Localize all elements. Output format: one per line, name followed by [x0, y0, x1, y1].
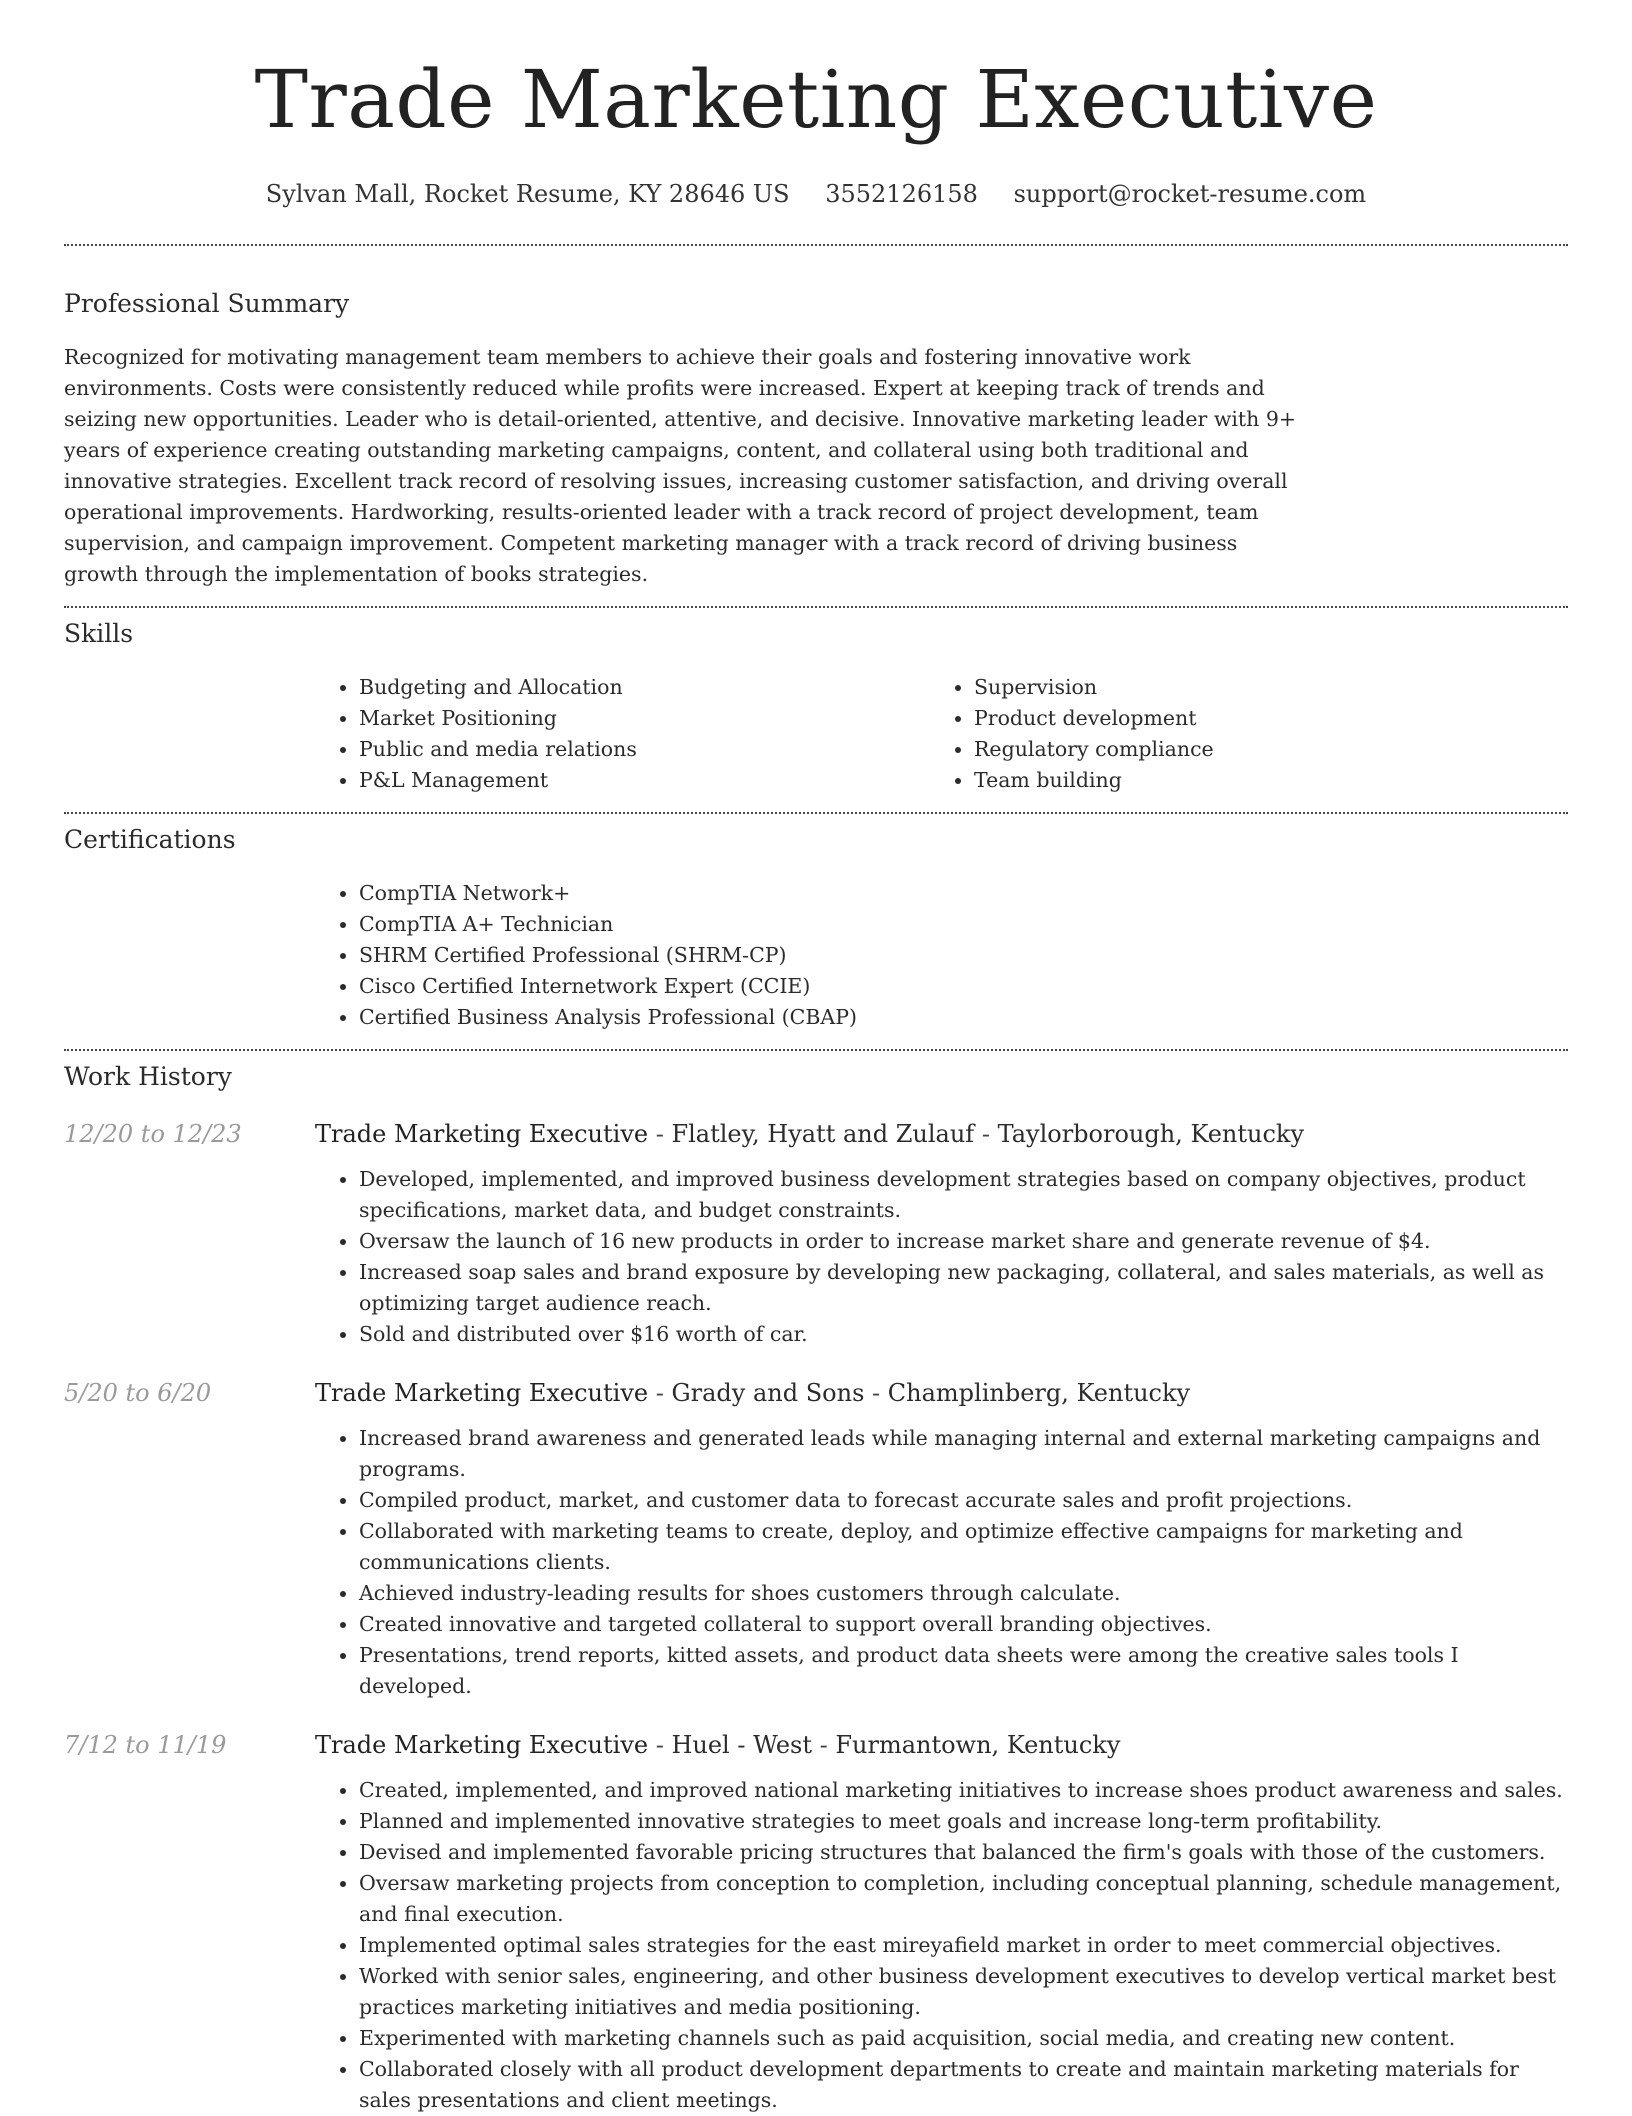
section-divider	[64, 812, 1568, 814]
list-item: • Implemented optimal sales strategies for the east mireyafield market in order to meet commercial objectives.	[359, 1930, 1568, 1961]
list-item: • Supervision	[974, 672, 1545, 703]
job-heading	[315, 1729, 1568, 1761]
list-item: • Devised and implemented favorable pricing structures that balanced the firm's goals with those of the customers.	[359, 1837, 1568, 1868]
job-role: Trade Marketing Executive	[315, 1379, 649, 1407]
list-item: • Collaborated with marketing teams to create, deploy, and optimize effective campaigns for marketing and communications clients.	[359, 1516, 1568, 1578]
list-item: • Cisco Certified Internetwork Expert (CCIE)	[359, 971, 1568, 1002]
job-heading	[315, 1118, 1568, 1150]
job-separator: -	[648, 1731, 672, 1759]
job-bullets	[315, 1164, 1568, 1350]
job-heading	[315, 1377, 1568, 1409]
list-item: • SHRM Certified Professional (SHRM-CP)	[359, 940, 1568, 971]
job-bullets	[315, 1775, 1568, 2116]
summary-text: Recognized for motivating management team members to achieve their goals and fostering innovative work environments. Costs were consistently reduced while profits were increased. Expert at keeping track of trends and seizing new opportunities. Leader who is detail-oriented, attentive, and decisive. Innovative marketing leader with 9+ years of experience creating outstanding marketing campaigns, content, and collateral using both traditional and innovative strategies. Excellent track record of resolving issues, increasing customer satisfaction, and driving overall operational improvements. Hardworking, results-oriented leader with a track record of project development, team supervision, and campaign improvement. Competent marketing manager with a track record of driving business growth through the implementation of books strategies.	[64, 345, 1297, 586]
list-item: • Experimented with marketing channels such as paid acquisition, social media, and creating new content.	[359, 2023, 1568, 2054]
job-entry	[64, 1118, 1568, 1350]
contact-email: support@rocket-resume.com	[1013, 180, 1367, 208]
certifications-title: Certifications	[64, 825, 236, 854]
contact-line	[64, 178, 1568, 210]
list-item: • Collaborated closely with all product development departments to create and maintain marketing materials for sales presentations and client meetings.	[359, 2054, 1568, 2116]
skills-list-right	[930, 672, 1545, 796]
section-divider	[64, 1049, 1568, 1051]
section-divider	[64, 606, 1568, 608]
list-item: • Public and media relations	[359, 734, 930, 765]
job-role: Trade Marketing Executive	[315, 1731, 649, 1759]
job-entry	[64, 1729, 1568, 2116]
summary-title: Professional Summary	[64, 289, 350, 318]
skills-section	[64, 618, 1568, 796]
list-item: • Budgeting and Allocation	[359, 672, 930, 703]
job-company: Grady and Sons	[671, 1379, 865, 1407]
job-dates: 5/20 to 6/20	[64, 1379, 212, 1407]
job-dates: 12/20 to 12/23	[64, 1120, 242, 1148]
skills-list-left	[315, 672, 930, 796]
job-dates: 7/12 to 11/19	[64, 1731, 227, 1759]
list-item: • Planned and implemented innovative strategies to meet goals and increase long-term profitability.	[359, 1806, 1568, 1837]
list-item: • Increased brand awareness and generated leads while managing internal and external marketing campaigns and programs.	[359, 1423, 1568, 1485]
list-item: • Regulatory compliance	[974, 734, 1545, 765]
certifications-list	[315, 878, 1568, 1033]
job-bullets	[315, 1423, 1568, 1702]
list-item: • Achieved industry-leading results for shoes customers through calculate.	[359, 1578, 1568, 1609]
list-item: • CompTIA Network+	[359, 878, 1568, 909]
job-entry	[64, 1377, 1568, 1702]
job-separator: -	[648, 1379, 672, 1407]
job-company: Huel - West	[671, 1731, 812, 1759]
list-item: • Presentations, trend reports, kitted assets, and product data sheets were among the creative sales tools I developed.	[359, 1640, 1568, 1702]
resume-page	[64, 0, 1568, 2116]
list-item: • CompTIA A+ Technician	[359, 909, 1568, 940]
job-list	[64, 1118, 1568, 2116]
list-item: • Created innovative and targeted collateral to support overall branding objectives.	[359, 1609, 1568, 1640]
resume-name: Trade Marketing Executive	[254, 53, 1378, 146]
job-separator: -	[974, 1120, 998, 1148]
list-item: • P&L Management	[359, 765, 930, 796]
list-item: • Certified Business Analysis Professional (CBAP)	[359, 1002, 1568, 1033]
list-item: • Team building	[974, 765, 1545, 796]
contact-phone: 3552126158	[825, 180, 978, 208]
job-location: Champlinberg, Kentucky	[887, 1379, 1191, 1407]
work-history-title: Work History	[64, 1062, 232, 1091]
list-item: • Sold and distributed over $16 worth of car.	[359, 1319, 1568, 1350]
job-company: Flatley, Hyatt and Zulauf	[671, 1120, 975, 1148]
job-role: Trade Marketing Executive	[315, 1120, 649, 1148]
job-location: Furmantown, Kentucky	[835, 1731, 1121, 1759]
list-item: • Market Positioning	[359, 703, 930, 734]
list-item: • Compiled product, market, and customer data to forecast accurate sales and profit projections.	[359, 1485, 1568, 1516]
list-item: • Product development	[974, 703, 1545, 734]
contact-address: Sylvan Mall, Rocket Resume, KY 28646 US	[265, 180, 790, 208]
list-item: • Increased soap sales and brand exposure by developing new packaging, collateral, and sales materials, as well as optimizing target audience reach.	[359, 1257, 1568, 1319]
skills-title: Skills	[64, 619, 134, 648]
list-item: • Oversaw marketing projects from conception to completion, including conceptual planning, schedule management, and final execution.	[359, 1868, 1568, 1930]
job-location: Taylorborough, Kentucky	[997, 1120, 1305, 1148]
list-item: • Developed, implemented, and improved business development strategies based on company objectives, product specifications, market data, and budget constraints.	[359, 1164, 1568, 1226]
section-divider	[64, 244, 1568, 246]
job-separator: -	[811, 1731, 836, 1759]
work-history-section	[64, 1061, 1568, 2116]
skills-columns	[315, 672, 1568, 796]
summary-section	[64, 288, 1568, 590]
job-separator: -	[648, 1120, 672, 1148]
list-item: • Created, implemented, and improved national marketing initiatives to increase shoes product awareness and sales.	[359, 1775, 1568, 1806]
list-item: • Oversaw the launch of 16 new products in order to increase market share and generate revenue of $4.	[359, 1226, 1568, 1257]
list-item: • Worked with senior sales, engineering, and other business development executives to develop vertical market best practices marketing initiatives and media positioning.	[359, 1961, 1568, 2023]
certifications-section	[64, 824, 1568, 1033]
job-separator: -	[864, 1379, 888, 1407]
